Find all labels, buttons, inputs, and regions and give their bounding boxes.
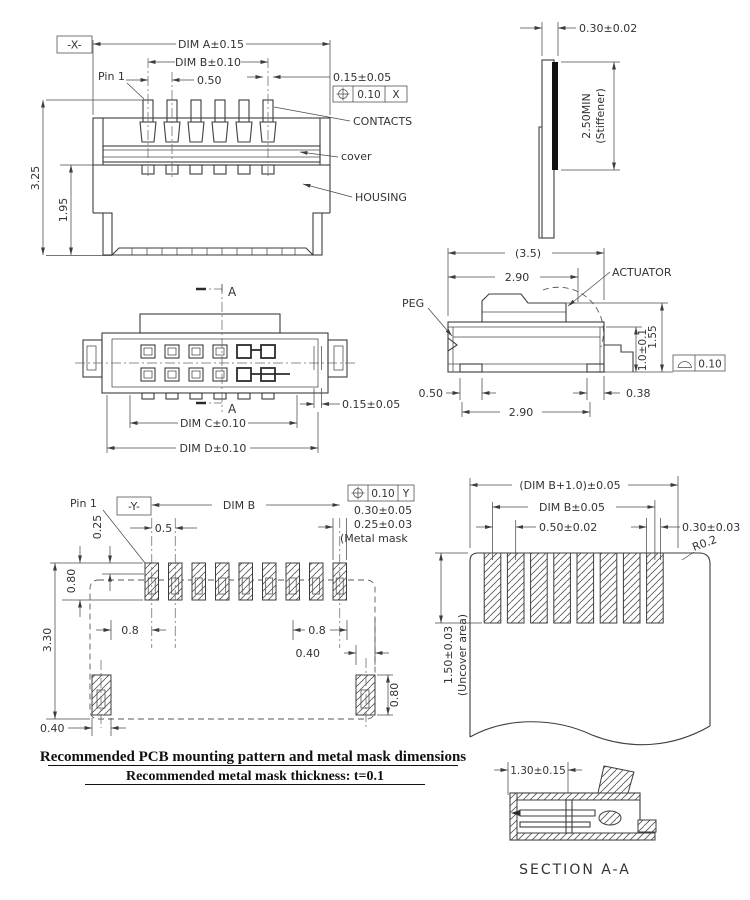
dim-b-label: DIM B±0.10 — [175, 56, 241, 69]
pcb-pattern-view — [40, 485, 414, 736]
fcf-position-y — [348, 485, 414, 501]
bottom-tabs — [142, 393, 274, 399]
note-line2: Recommended metal mask thickness: t=0.1 — [125, 769, 385, 784]
side-height-outer-label: 1.55 — [647, 325, 659, 349]
fpc-radius-label: R0.2 — [690, 533, 719, 554]
cover-label: cover — [341, 150, 372, 163]
side-left-foot-label: 0.50 — [418, 387, 443, 400]
profile-icon — [678, 362, 692, 368]
datum-x-label: -X- — [67, 38, 82, 52]
section-marker-bottom: A — [228, 402, 237, 416]
terminal-ticks — [132, 248, 295, 255]
contacts-label: CONTACTS — [353, 115, 413, 128]
side-overall-label: (3.5) — [514, 247, 542, 260]
bottom-contact-width-label: 0.15±0.05 — [342, 398, 401, 411]
peg-label: PEG — [402, 297, 425, 310]
fpc-uncover-dim-label: 1.50±0.03 — [442, 625, 455, 685]
fpc-overall-label: (DIM B+1.0)±0.05 — [519, 479, 621, 492]
fpc-pads — [484, 553, 663, 623]
bottom-view — [75, 284, 400, 455]
section-title: SECTION A-A — [519, 862, 631, 878]
fcf-profile-tolerance: 0.10 — [698, 358, 722, 371]
dim-c-label: DIM C±0.10 — [179, 417, 247, 430]
fpc-uncover-name-label: (Uncover area) — [456, 613, 469, 697]
pcb-anchor-height-right-label: 0.80 — [388, 682, 401, 708]
side-view — [402, 247, 725, 419]
fpc-end-view — [435, 476, 740, 745]
section-dim-label: 1.30±0.15 — [510, 765, 566, 777]
fcf-x-datum: X — [392, 89, 400, 101]
note-line1: Recommended PCB mounting pattern and metal mask dimensions — [39, 749, 467, 765]
mask-dim2-label: 0.25±0.03 — [353, 518, 413, 531]
position-icon — [337, 88, 350, 101]
fcf-y-tolerance: 0.10 — [371, 488, 395, 500]
pcb-left-gap-label: 0.8 — [121, 624, 139, 637]
fcf-y-datum: Y — [402, 488, 410, 500]
pcb-pitch-label: 0.5 — [154, 522, 173, 535]
mask-note-label: (Metal mask — [340, 532, 408, 545]
height-total-label: 3.25 — [29, 165, 42, 191]
pin1-label: Pin 1 — [98, 70, 125, 83]
actuator-label: ACTUATOR — [612, 266, 672, 279]
stiffener-name-label: (Stiffener) — [594, 88, 607, 144]
datum-y-label: -Y- — [127, 500, 141, 513]
pcb-pin1-label: Pin 1 — [70, 497, 97, 510]
dim-a-label: DIM A±0.15 — [178, 38, 244, 51]
stiffener-length-label: 2.50MIN — [580, 93, 593, 139]
break-line — [470, 722, 710, 745]
front-view — [29, 36, 412, 256]
side-top-width-label: 2.90 — [504, 271, 530, 284]
stiffener-thickness-label: 0.30±0.02 — [579, 22, 638, 35]
mask-dim1-label: 0.30±0.05 — [353, 504, 413, 517]
pcb-pad-height-label: 0.80 — [65, 568, 78, 594]
fpc-dim-b-label: DIM B±0.05 — [539, 501, 605, 514]
pcb-dim-b-label: DIM B — [222, 499, 256, 512]
dim-d-label: DIM D±0.10 — [179, 442, 247, 455]
fcf-profile — [673, 355, 725, 371]
section-marker-top: A — [228, 285, 237, 299]
contact-width-label: 0.15±0.05 — [333, 71, 392, 84]
pcb-anchor-width-right-label: 0.40 — [295, 647, 320, 660]
pitch-label: 0.50 — [197, 74, 222, 87]
stiffener-view — [520, 22, 637, 238]
fcf-x-tolerance: 0.10 — [357, 89, 381, 101]
fcf-position-x — [333, 86, 407, 102]
pcb-offset-label: 0.25 — [91, 514, 104, 540]
height-body-label: 1.95 — [57, 197, 70, 223]
side-bottom-width-label: 2.90 — [508, 406, 534, 419]
housing-label: HOUSING — [355, 191, 407, 204]
fpc-pad-width-label: 0.30±0.03 — [682, 521, 741, 534]
side-height-inner-label: 1.0±0.1 — [637, 328, 649, 372]
side-right-foot-label: 0.38 — [626, 387, 651, 400]
pcb-anchor-width-left-label: 0.40 — [40, 722, 65, 735]
pcb-height-label: 3.30 — [41, 627, 54, 653]
contacts — [140, 100, 276, 174]
pcb-right-gap-label: 0.8 — [308, 624, 326, 637]
fpc-pitch-label: 0.50±0.02 — [539, 521, 598, 534]
position-icon — [352, 487, 365, 500]
notes — [40, 749, 466, 785]
section-view — [494, 762, 656, 878]
